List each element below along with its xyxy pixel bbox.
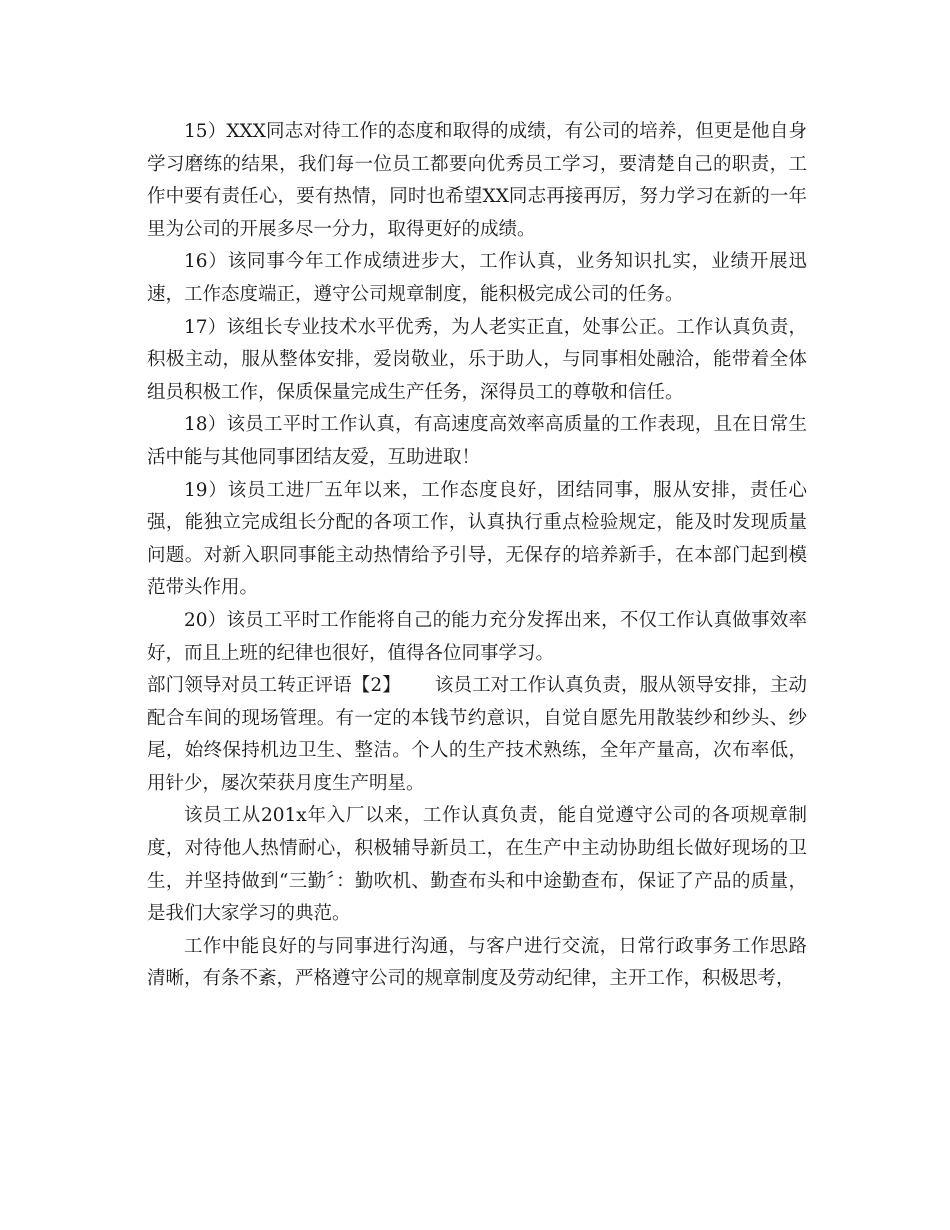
paragraph-16: 16）该同事今年工作成绩进步大，工作认真，业务知识扎实，业绩开展迅速，工作态度端正，遵守公司规章制度，能积极完成公司的任务。 [147,251,807,305]
document-body [147,116,807,996]
paragraph-15: 15）XXX同志对待工作的态度和取得的成绩，有公司的培养，但更是他自身学习磨练的结果，我们每一位员工都要向优秀员工学习，要清楚自己的职责，工作中要有责任心，要有热情，同时也希望XX同志再接再厉，努力学习在新的一年里为公司的开展多尽一分力，取得更好的成绩。 [147,121,807,240]
section-paragraph [147,670,807,800]
paragraph-201x: 该员工从201x年入厂以来，工作认真负责，能自觉遵守公司的各项规章制度，对待他人热情耐心，积极辅导新员工，在生产中主动协助组长做好现场的卫生，并坚持做到“三勤〞：勤吹机、勤查布头和中途勤查布，保证了产品的质量，是我们大家学习的典范。 [147,805,807,925]
paragraph-20: 20）该员工平时工作能将自己的能力充分发挥出来，不仅工作认真做事效率好，而且上班的纪律也很好，值得各位同事学习。 [147,609,807,664]
paragraph-communication: 工作中能良好的与同事进行沟通，与客户进行交流，日常行政事务工作思路清晰，有条不紊，严格遵守公司的规章制度及劳动纪律，主开工作，积极思考， [147,935,807,990]
paragraph-18: 18）该员工平时工作认真，有高速度高效率高质量的工作表现，且在日常生活中能与其他同事团结友爱，互助进取！ [147,414,807,468]
paragraph-19: 19）该员工进厂五年以来，工作态度良好，团结同事，服从安排，责任心强，能独立完成组长分配的各项工作，认真执行重点检验规定，能及时发现质量问题。对新入职同事能主动热情给予引导，无保存的培养新手，在本部门起到模范带头作用。 [147,479,807,599]
section-heading: 部门领导对员工转正评语【2】 [147,675,401,697]
paragraph-17: 17）该组长专业技术水平优秀，为人老实正直，处事公正。工作认真负责，积极主动，服从整体安排，爱岗敬业，乐于助人，与同事相处融洽，能带着全体组员积极工作，保质保量完成生产任务，深得员工的尊敬和信任。 [147,316,807,403]
section-first-paragraph: 该员工对工作认真负责，服从领导安排，主动配合车间的现场管理。有一定的本钱节约意识，自觉自愿先用散装纱和纱头、纱尾，始终保持机边卫生、整洁。个人的生产技术熟练，全年产量高，次布率低，用针少，屡次荣获月度生产明星。 [147,675,807,794]
